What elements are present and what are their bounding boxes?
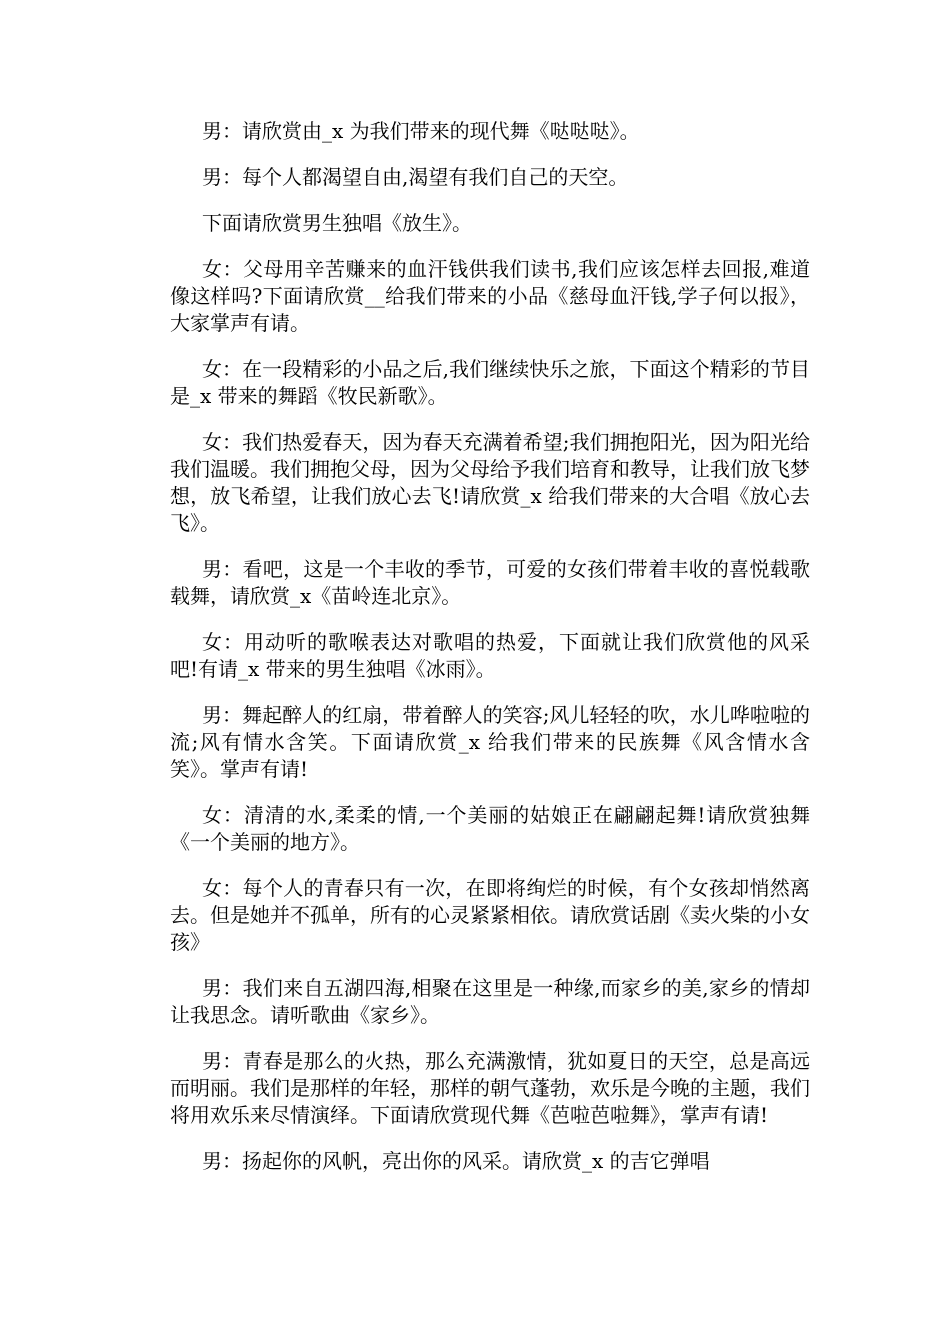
paragraph: 男：每个人都渴望自由,渴望有我们自己的天空。 — [202, 165, 629, 189]
paragraph: 女：父母用辛苦赚来的血汗钱供我们读书,我们应该怎样去回报,难道像这样吗?下面请欣赏__给我们带来的小品《慈母血汗钱,学子何以报》，大家掌声有请。 — [170, 257, 810, 335]
paragraph: 男：我们来自五湖四海,相聚在这里是一种缘,而家乡的美,家乡的情却让我思念。请听歌曲《家乡》。 — [170, 976, 810, 1027]
paragraph: 女：在一段精彩的小品之后,我们继续快乐之旅，下面这个精彩的节目是_x 带来的舞蹈《牧民新歌》。 — [170, 357, 810, 408]
paragraph: 下面请欣赏男生独唱《放生》。 — [202, 211, 472, 235]
paragraph: 男：请欣赏由_x 为我们带来的现代舞《哒哒哒》。 — [202, 119, 640, 143]
paragraph: 男：扬起你的风帆，亮出你的风采。请欣赏_x 的吉它弹唱 — [202, 1149, 710, 1173]
document-body — [170, 118, 810, 1194]
paragraph: 男：青春是那么的火热，那么充满激情，犹如夏日的天空，总是高远而明丽。我们是那样的年轻，那样的朝气蓬勃，欢乐是今晚的主题，我们将用欢乐来尽情演绎。下面请欣赏现代舞《芭啦芭啦舞》，掌声有请! — [170, 1049, 810, 1127]
paragraph: 女：清清的水,柔柔的情,一个美丽的姑娘正在翩翩起舞!请欣赏独舞《一个美丽的地方》。 — [170, 803, 810, 854]
paragraph: 女：每个人的青春只有一次，在即将绚烂的时候，有个女孩却悄然离去。但是她并不孤单，所有的心灵紧紧相依。请欣赏话剧《卖火柴的小女孩》 — [170, 876, 810, 954]
paragraph: 男：看吧，这是一个丰收的季节，可爱的女孩们带着丰收的喜悦载歌载舞，请欣赏_x《苗岭连北京》。 — [170, 557, 810, 608]
paragraph: 女：我们热爱春天，因为春天充满着希望;我们拥抱阳光，因为阳光给我们温暖。我们拥抱父母，因为父母给予我们培育和教导，让我们放飞梦想，放飞希望，让我们放心去飞!请欣赏_x 给我们带来的大合唱《放心去飞》。 — [170, 430, 810, 535]
paragraph: 男：舞起醉人的红扇，带着醉人的笑容;风儿轻轻的吹，水儿哗啦啦的流;风有情水含笑。下面请欣赏_x 给我们带来的民族舞《风含情水含笑》。掌声有请! — [170, 703, 810, 781]
paragraph: 女：用动听的歌喉表达对歌唱的热爱，下面就让我们欣赏他的风采吧!有请_x 带来的男生独唱《冰雨》。 — [170, 630, 810, 681]
